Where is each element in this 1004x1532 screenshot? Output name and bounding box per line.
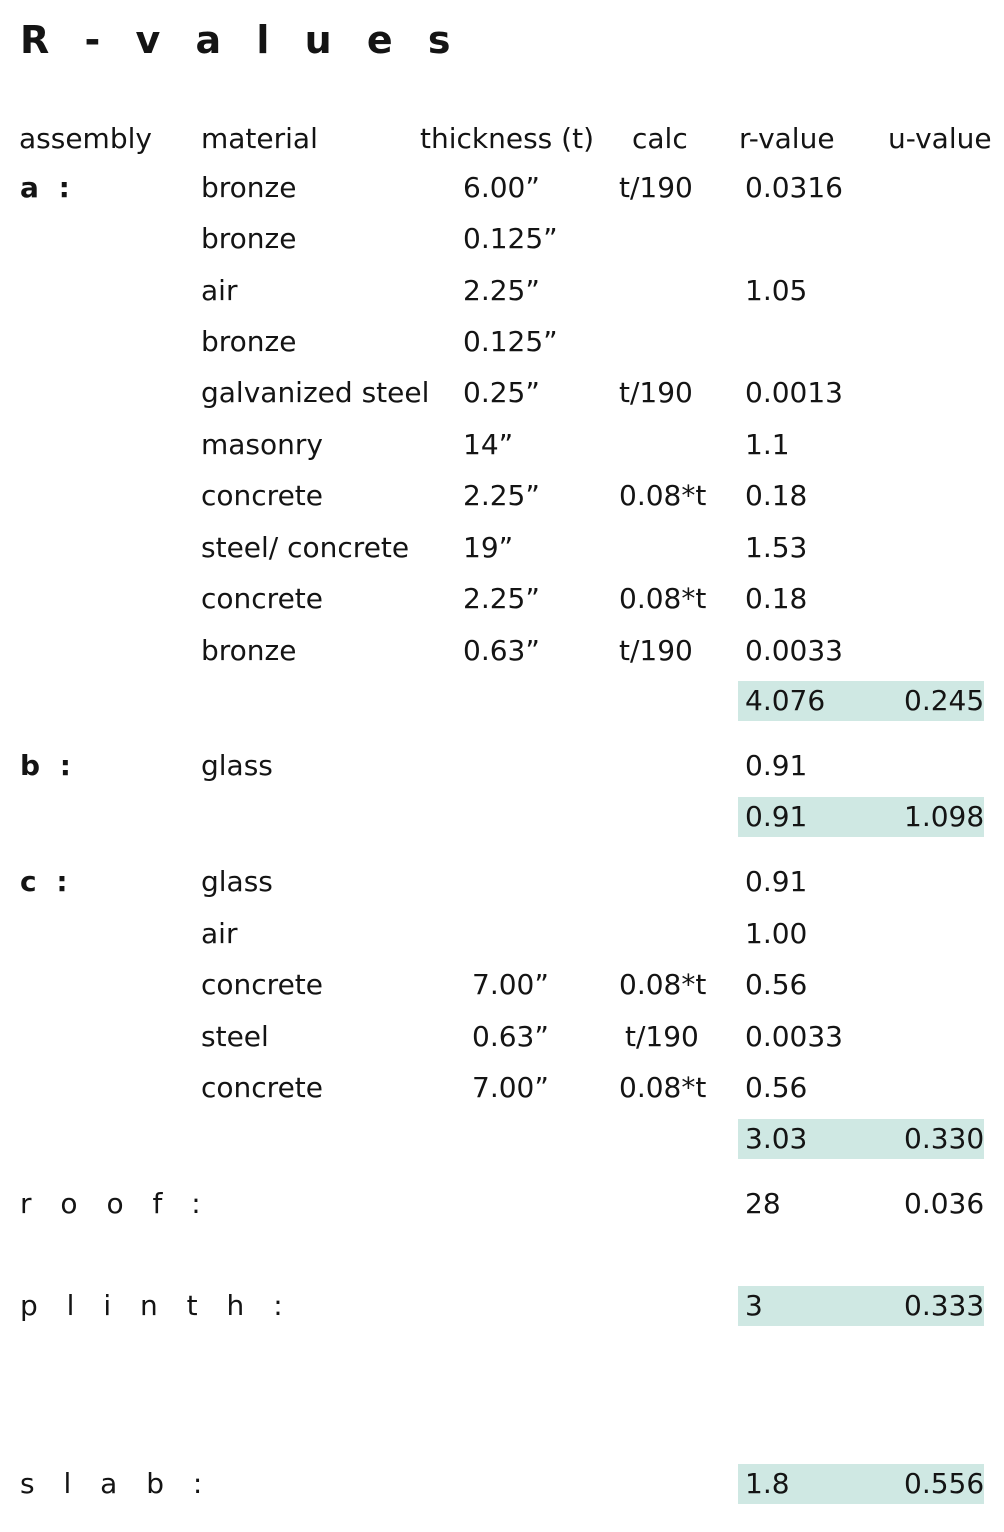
assembly-c-label: c : [20, 865, 73, 898]
table-row [0, 744, 1004, 788]
thickness-cell: 0.63” [472, 1020, 549, 1053]
material-cell: concrete [201, 582, 323, 615]
material-cell: bronze [201, 171, 297, 204]
roof-u-value: 0.036 [904, 1187, 985, 1220]
total-row-b [0, 795, 1004, 839]
r-value-cell: 0.91 [745, 865, 808, 898]
thickness-cell: 7.00” [472, 968, 549, 1001]
total-row-c [0, 1117, 1004, 1161]
r-value-cell: 1.05 [745, 274, 808, 307]
thickness-cell: 19” [463, 531, 514, 564]
total-r-value: 0.91 [745, 800, 808, 833]
r-value-cell: 1.00 [745, 917, 808, 950]
r-value-cell: 0.56 [745, 968, 808, 1001]
thickness-cell: 2.25” [463, 274, 540, 307]
assembly-a-label: a : [20, 171, 75, 204]
plinth-u-value: 0.333 [904, 1289, 985, 1322]
slab-row [0, 1462, 1004, 1506]
r-value-cell: 0.18 [745, 582, 808, 615]
slab-u-value: 0.556 [904, 1467, 985, 1500]
table-row [0, 423, 1004, 467]
material-cell: masonry [201, 428, 323, 461]
table-row [0, 963, 1004, 1007]
calc-cell: t/190 [619, 634, 693, 667]
total-r-value: 3.03 [745, 1122, 808, 1155]
table-row [0, 526, 1004, 570]
table-row [0, 577, 1004, 621]
table-row [0, 269, 1004, 313]
table-row [0, 474, 1004, 518]
total-u-value: 1.098 [904, 800, 985, 833]
material-cell: concrete [201, 1071, 323, 1104]
total-row-a [0, 679, 1004, 723]
r-value-cell: 0.0033 [745, 634, 843, 667]
material-cell: concrete [201, 968, 323, 1001]
total-u-value: 0.330 [904, 1122, 985, 1155]
material-cell: bronze [201, 634, 297, 667]
r-value-cell: 0.56 [745, 1071, 808, 1104]
table-row [0, 629, 1004, 673]
thickness-cell: 0.63” [463, 634, 540, 667]
table-row [0, 860, 1004, 904]
material-cell: galvanized steel [201, 376, 430, 409]
header-thickness: thickness (t) [420, 122, 594, 155]
calc-cell: 0.08*t [619, 582, 707, 615]
material-cell: steel [201, 1020, 269, 1053]
calc-cell: 0.08*t [619, 968, 707, 1001]
header-u-value: u-value [888, 122, 992, 155]
table-row [0, 1015, 1004, 1059]
r-value-cell: 0.0316 [745, 171, 843, 204]
assembly-b-label: b : [20, 749, 76, 782]
plinth-r-value: 3 [745, 1289, 763, 1322]
material-cell: concrete [201, 479, 323, 512]
material-cell: glass [201, 749, 273, 782]
material-cell: air [201, 274, 238, 307]
calc-cell: t/190 [619, 376, 693, 409]
thickness-cell: 14” [463, 428, 514, 461]
thickness-cell: 7.00” [472, 1071, 549, 1104]
material-cell: bronze [201, 222, 297, 255]
thickness-cell: 0.25” [463, 376, 540, 409]
r-value-cell: 0.91 [745, 749, 808, 782]
calc-cell: t/190 [625, 1020, 699, 1053]
material-cell: bronze [201, 325, 297, 358]
roof-label: r o o f : [20, 1187, 211, 1220]
total-u-value: 0.245 [904, 684, 985, 717]
material-cell: steel/ concrete [201, 531, 410, 564]
slab-label: s l a b : [20, 1467, 213, 1500]
plinth-label: p l i n t h : [20, 1289, 293, 1322]
r-value-cell: 0.0013 [745, 376, 843, 409]
thickness-cell: 0.125” [463, 222, 558, 255]
roof-r-value: 28 [745, 1187, 781, 1220]
r-value-cell: 0.0033 [745, 1020, 843, 1053]
table-row [0, 371, 1004, 415]
thickness-cell: 2.25” [463, 582, 540, 615]
total-r-value: 4.076 [745, 684, 826, 717]
calc-cell: 0.08*t [619, 479, 707, 512]
material-cell: glass [201, 865, 273, 898]
header-material: material [201, 122, 318, 155]
page-title: R - v a l u e s [20, 18, 462, 62]
header-assembly: assembly [19, 122, 152, 155]
r-value-cell: 0.18 [745, 479, 808, 512]
table-row [0, 1066, 1004, 1110]
table-row [0, 166, 1004, 210]
table-row [0, 320, 1004, 364]
header-r-value: r-value [739, 122, 835, 155]
material-cell: air [201, 917, 238, 950]
slab-r-value: 1.8 [745, 1467, 790, 1500]
roof-row [0, 1182, 1004, 1226]
calc-cell: 0.08*t [619, 1071, 707, 1104]
r-value-cell: 1.1 [745, 428, 790, 461]
table-row [0, 217, 1004, 261]
calc-cell: t/190 [619, 171, 693, 204]
thickness-cell: 2.25” [463, 479, 540, 512]
thickness-cell: 6.00” [463, 171, 540, 204]
thickness-cell: 0.125” [463, 325, 558, 358]
r-value-cell: 1.53 [745, 531, 808, 564]
plinth-row [0, 1284, 1004, 1328]
header-calc: calc [632, 122, 688, 155]
table-row [0, 912, 1004, 956]
